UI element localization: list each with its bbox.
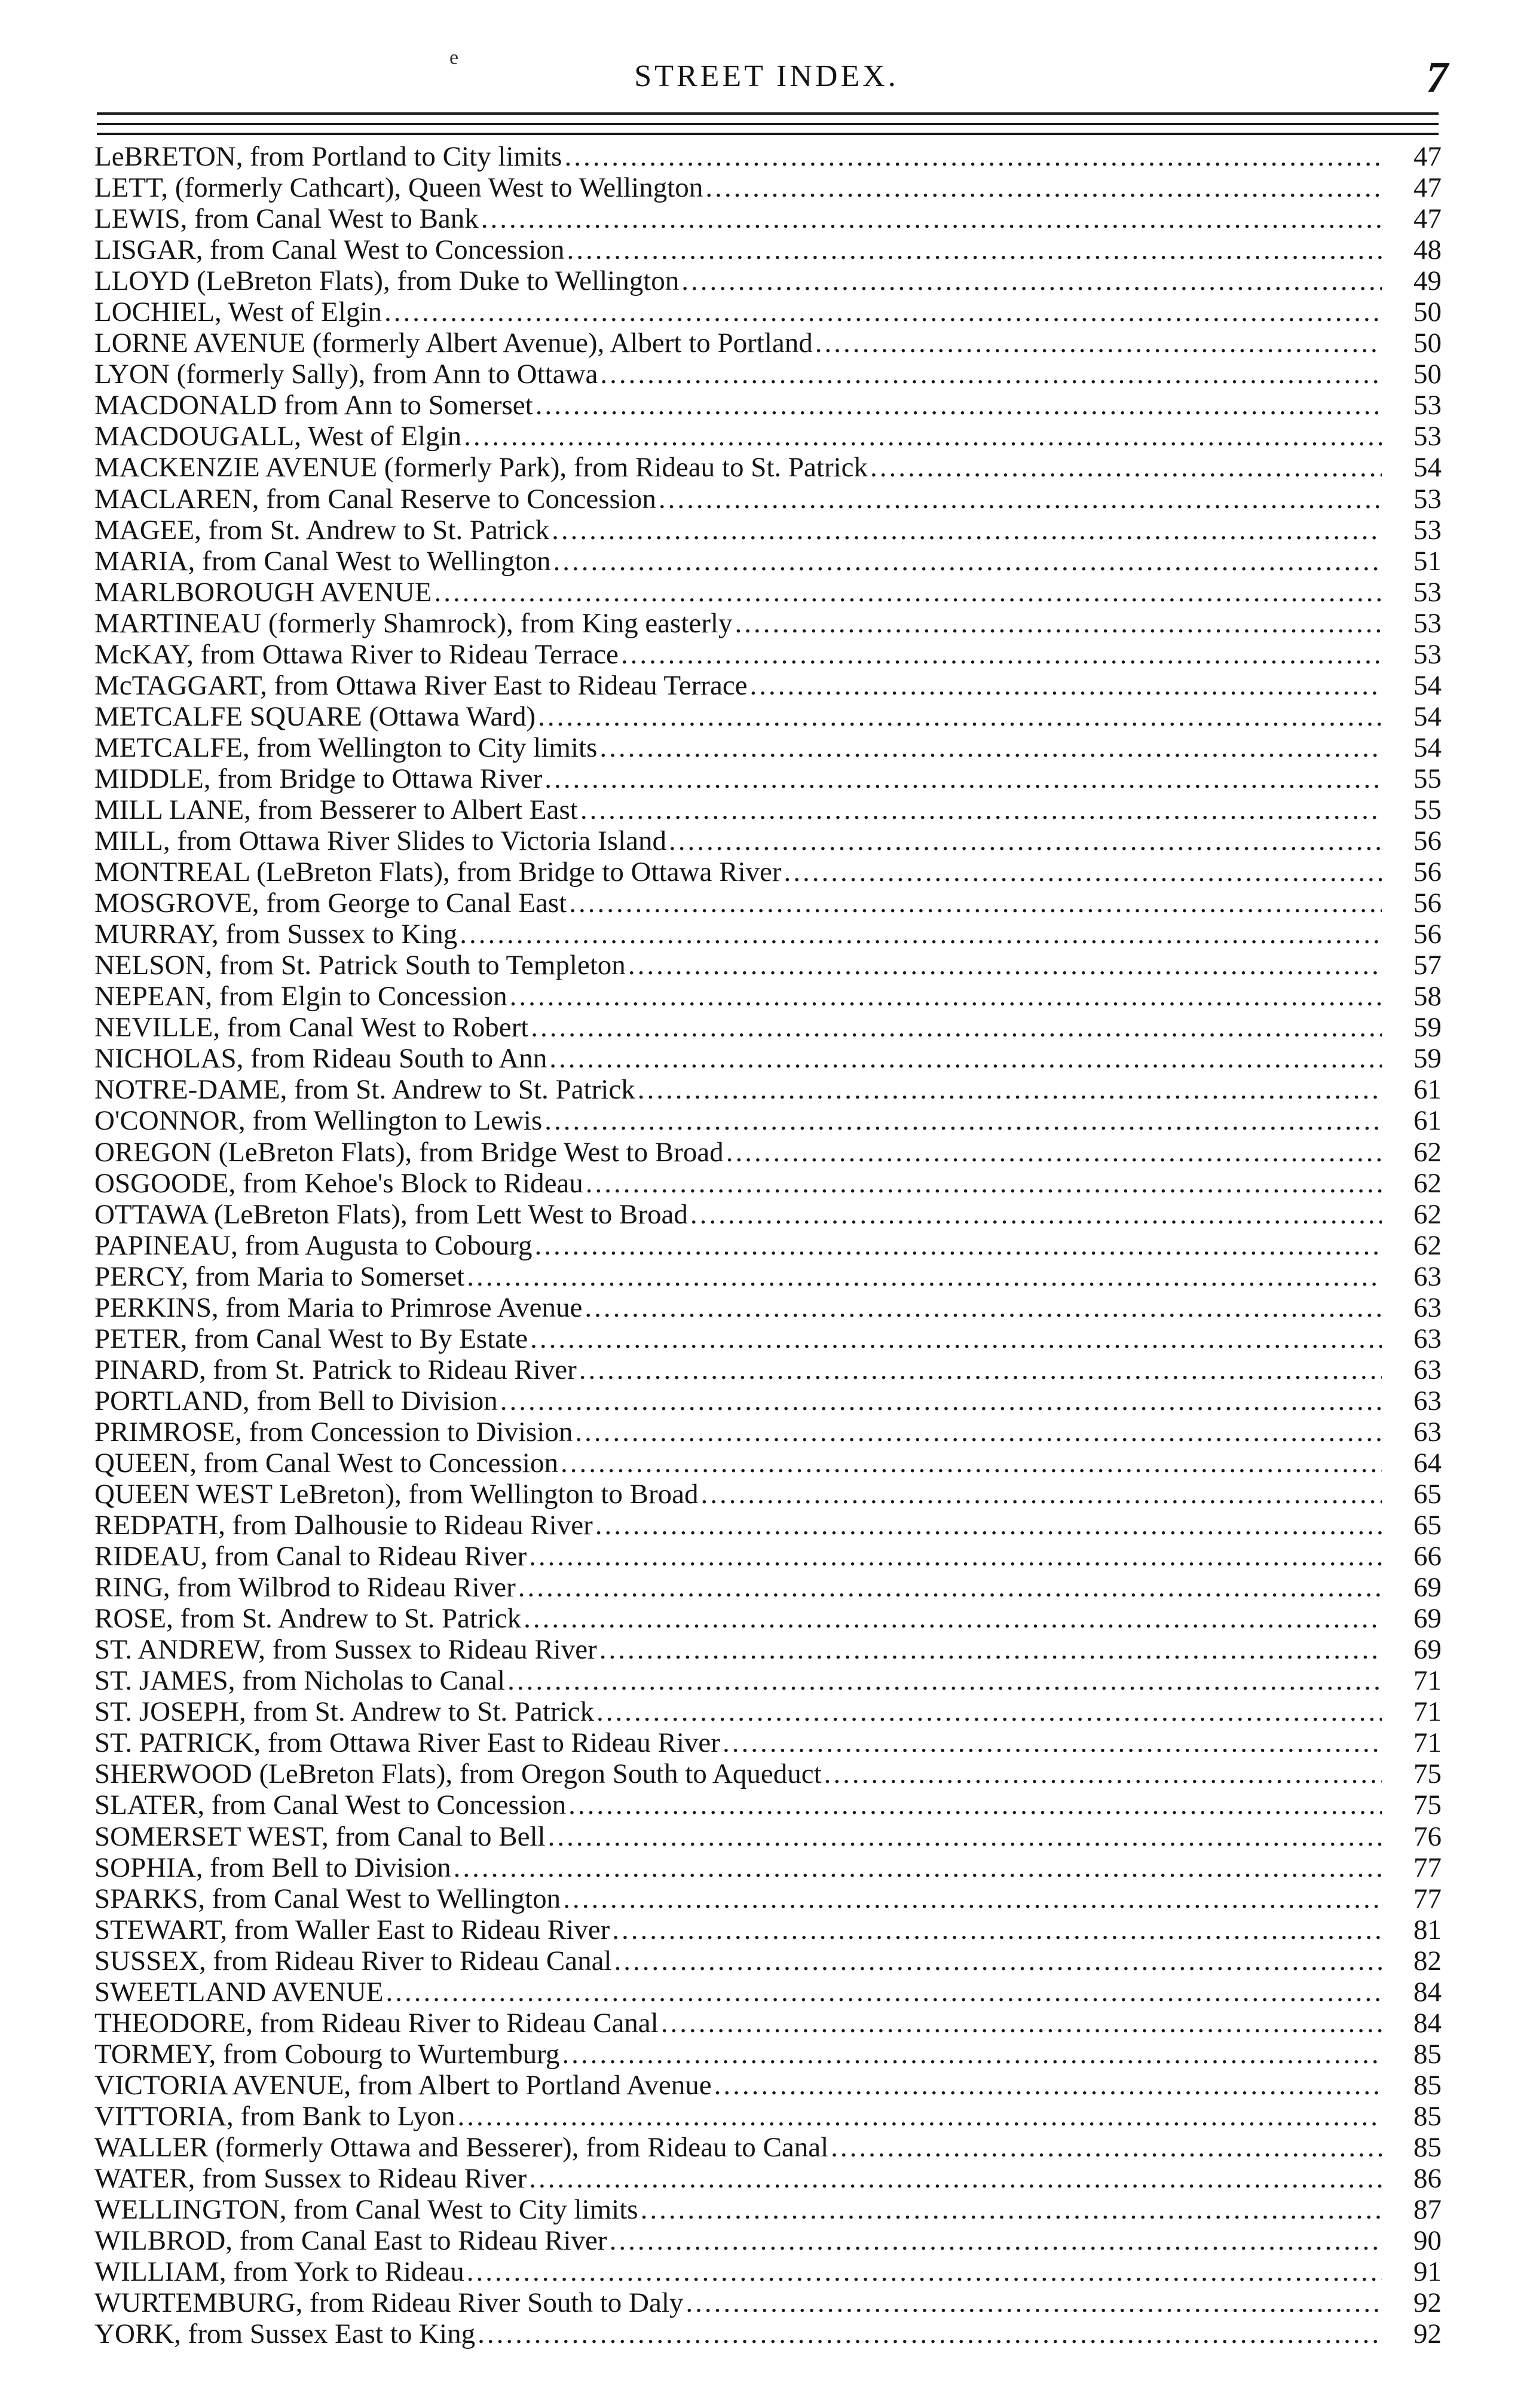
dot-leader — [698, 1479, 1382, 1510]
dot-leader — [598, 359, 1382, 390]
dot-leader — [564, 234, 1382, 265]
index-entry — [94, 2132, 1442, 2163]
index-entry — [94, 296, 1442, 328]
page-reference: 90 — [1413, 2225, 1442, 2257]
street-description: SUSSEX, from Rideau River to Rideau Canal — [94, 1945, 612, 1976]
dot-leader — [464, 1261, 1382, 1292]
dot-leader — [577, 1354, 1382, 1385]
dot-leader — [578, 794, 1382, 825]
page-reference: 75 — [1413, 1758, 1442, 1790]
dot-leader — [666, 825, 1382, 856]
dot-leader — [559, 2039, 1382, 2070]
street-description: WELLINGTON, from Canal West to City limits — [94, 2194, 638, 2226]
index-entry — [94, 2101, 1442, 2132]
page-reference: 56 — [1413, 888, 1442, 919]
index-entry — [94, 1043, 1442, 1074]
index-entry — [94, 763, 1442, 794]
page-reference: 61 — [1413, 1105, 1442, 1137]
page-reference: 84 — [1413, 2007, 1442, 2039]
street-description: RIDEAU, from Canal to Rideau River — [94, 1541, 527, 1572]
page-reference: 50 — [1413, 359, 1442, 390]
index-entry — [94, 2070, 1442, 2101]
dot-leader — [626, 950, 1382, 981]
page-reference: 53 — [1413, 421, 1442, 452]
dot-leader — [566, 1789, 1382, 1820]
page-reference: 49 — [1413, 265, 1442, 297]
street-description: STEWART, from Waller East to Rideau River — [94, 1914, 610, 1945]
street-description: MAGEE, from St. Andrew to St. Patrick — [94, 514, 550, 546]
page-reference: 69 — [1413, 1572, 1442, 1604]
dot-leader — [528, 1012, 1382, 1043]
dot-leader — [528, 1323, 1382, 1354]
page-reference: 85 — [1413, 2132, 1442, 2163]
page-reference: 53 — [1413, 483, 1442, 515]
index-entry — [94, 141, 1442, 172]
dot-leader — [533, 390, 1382, 421]
index-entry — [94, 1416, 1442, 1448]
page-reference: 50 — [1413, 328, 1442, 359]
index-entry — [94, 1976, 1442, 2008]
index-entry — [94, 328, 1442, 359]
street-description: MONTREAL (LeBreton Flats), from Bridge to Ottawa River — [94, 856, 782, 888]
street-description: ST. JAMES, from Nicholas to Canal — [94, 1665, 506, 1697]
street-description: MIDDLE, from Bridge to Ottawa River — [94, 763, 543, 794]
index-entry — [94, 359, 1442, 390]
dot-leader — [573, 1416, 1382, 1448]
street-description: LeBRETON, from Portland to City limits — [94, 141, 562, 172]
dot-leader — [659, 2008, 1382, 2039]
index-entry — [94, 2287, 1442, 2318]
page-reference: 65 — [1413, 1510, 1442, 1541]
dot-leader — [656, 484, 1382, 515]
dot-leader — [455, 2101, 1382, 2132]
page-reference: 53 — [1413, 514, 1442, 546]
page-reference: 71 — [1413, 1696, 1442, 1728]
page-reference: 54 — [1413, 700, 1442, 732]
index-entry — [94, 1572, 1442, 1603]
dot-leader — [611, 1945, 1382, 1976]
page-reference: 62 — [1413, 1136, 1442, 1168]
dot-leader — [732, 608, 1382, 639]
dot-leader — [451, 1852, 1382, 1883]
index-entry — [94, 1945, 1442, 1976]
street-description: SPARKS, from Canal West to Wellington — [94, 1883, 561, 1914]
index-entry — [94, 608, 1442, 639]
index-entry — [94, 1758, 1442, 1789]
index-entry — [94, 1323, 1442, 1354]
dot-leader — [547, 1043, 1382, 1074]
street-description: WATER, from Sussex to Rideau River — [94, 2163, 527, 2195]
page-reference: 54 — [1413, 669, 1442, 701]
page-reference: 50 — [1413, 296, 1442, 328]
dot-leader — [546, 1821, 1382, 1852]
index-entry — [94, 639, 1442, 670]
street-description: PINARD, from St. Patrick to Rideau River — [94, 1354, 577, 1385]
street-description: O'CONNOR, from Wellington to Lewis — [94, 1105, 543, 1137]
index-entry — [94, 2039, 1442, 2070]
page-reference: 59 — [1413, 1043, 1442, 1075]
index-entry — [94, 2163, 1442, 2194]
index-entry — [94, 888, 1442, 919]
index-entry — [94, 1385, 1442, 1416]
dot-leader — [619, 639, 1382, 670]
index-entry — [94, 794, 1442, 825]
dot-leader — [542, 1105, 1382, 1136]
street-description: QUEEN, from Canal West to Concession — [94, 1447, 558, 1479]
dot-leader — [498, 1385, 1382, 1416]
dot-leader — [549, 515, 1382, 546]
index-entry — [94, 1168, 1442, 1199]
street-description: MACKENZIE AVENUE (formerly Park), from Rideau to St. Patrick — [94, 452, 868, 484]
page-reference: 86 — [1413, 2163, 1442, 2195]
dot-leader — [688, 1199, 1382, 1230]
header-rule-middle — [97, 123, 1439, 125]
index-entry — [94, 577, 1442, 608]
index-entry — [94, 1137, 1442, 1168]
index-entry — [94, 1789, 1442, 1820]
street-description: SLATER, from Canal West to Concession — [94, 1789, 567, 1821]
index-entry — [94, 1634, 1442, 1665]
dot-leader — [610, 1914, 1382, 1945]
page-reference: 75 — [1413, 1789, 1442, 1821]
index-entry — [94, 234, 1442, 265]
index-entry — [94, 1696, 1442, 1727]
street-description: NELSON, from St. Patrick South to Templeton — [94, 950, 626, 981]
page-reference: 85 — [1413, 2100, 1442, 2132]
index-entry — [94, 1354, 1442, 1385]
index-entry — [94, 1821, 1442, 1852]
street-description: TORMEY, from Cobourg to Wurtemburg — [94, 2038, 560, 2070]
page-reference: 82 — [1413, 1945, 1442, 1976]
dot-leader — [683, 2287, 1382, 2318]
street-description: LETT, (formerly Cathcart), Queen West to Wellington — [94, 172, 703, 204]
index-entry — [94, 1074, 1442, 1105]
street-description: PORTLAND, from Bell to Division — [94, 1385, 498, 1416]
street-description: LLOYD (LeBreton Flats), from Duke to Wellington — [94, 265, 680, 297]
page-reference: 48 — [1413, 234, 1442, 266]
dot-leader — [475, 2318, 1382, 2349]
street-description: ROSE, from St. Andrew to St. Patrick — [94, 1603, 522, 1635]
index-entry — [94, 2318, 1442, 2349]
street-description: OSGOODE, from Kehoe's Block to Rideau — [94, 1167, 583, 1199]
dot-leader — [582, 1292, 1382, 1323]
street-description: SHERWOOD (LeBreton Flats), from Oregon South to Aqueduct — [94, 1758, 822, 1790]
street-description: LORNE AVENUE (formerly Albert Avenue), Albert to Portland — [94, 328, 813, 359]
dot-leader — [464, 2256, 1382, 2287]
index-entry — [94, 825, 1442, 856]
street-description: WURTEMBURG, from Rideau River South to Daly — [94, 2287, 684, 2319]
index-entry — [94, 2194, 1442, 2225]
page-reference: 63 — [1413, 1416, 1442, 1448]
index-entry — [94, 390, 1442, 421]
street-index-list — [94, 141, 1442, 2349]
street-description: PETER, from Canal West to By Estate — [94, 1323, 528, 1354]
page-reference: 84 — [1413, 1976, 1442, 2008]
dot-leader — [551, 546, 1382, 577]
dot-leader — [457, 919, 1382, 950]
page-reference: 77 — [1413, 1852, 1442, 1883]
dot-leader — [561, 1883, 1382, 1914]
street-description: METCALFE SQUARE (Ottawa Ward) — [94, 700, 536, 732]
page-reference: 63 — [1413, 1260, 1442, 1292]
page-number: 7 — [1426, 53, 1448, 102]
street-description: RING, from Wilbrod to Rideau River — [94, 1572, 516, 1604]
dot-leader — [567, 888, 1382, 919]
index-entry — [94, 1603, 1442, 1634]
dot-leader — [748, 670, 1382, 701]
dot-leader — [505, 1665, 1382, 1696]
page-reference: 69 — [1413, 1634, 1442, 1666]
dot-leader — [527, 1541, 1382, 1572]
index-entry — [94, 919, 1442, 950]
index-entry — [94, 1852, 1442, 1883]
page-reference: 55 — [1413, 794, 1442, 825]
page-reference: 62 — [1413, 1198, 1442, 1230]
dot-leader — [703, 172, 1382, 203]
dot-leader — [536, 701, 1382, 732]
street-description: PAPINEAU, from Augusta to Cobourg — [94, 1229, 533, 1261]
dot-leader — [383, 1976, 1382, 2008]
dot-leader — [558, 1448, 1382, 1479]
dot-leader — [822, 1758, 1382, 1789]
street-description: ST. JOSEPH, from St. Andrew to St. Patrick — [94, 1696, 595, 1728]
page-reference: 55 — [1413, 763, 1442, 794]
page-reference: 81 — [1413, 1914, 1442, 1945]
page-reference: 56 — [1413, 856, 1442, 888]
dot-leader — [583, 1168, 1382, 1199]
page-reference: 51 — [1413, 545, 1442, 577]
index-entry — [94, 484, 1442, 515]
street-description: PERKINS, from Maria to Primrose Avenue — [94, 1292, 583, 1323]
street-description: McKAY, from Ottawa River to Rideau Terrace — [94, 638, 619, 670]
street-description: VITTORIA, from Bank to Lyon — [94, 2100, 455, 2132]
street-description: MACLAREN, from Canal Reserve to Concession — [94, 483, 656, 515]
page-reference: 85 — [1413, 2038, 1442, 2070]
dot-leader — [562, 141, 1382, 172]
street-description: PERCY, from Maria to Somerset — [94, 1260, 465, 1292]
dot-leader — [607, 2225, 1382, 2256]
page-reference: 92 — [1413, 2287, 1442, 2319]
index-entry — [94, 1914, 1442, 1945]
page-reference: 47 — [1413, 172, 1442, 204]
index-entry — [94, 950, 1442, 981]
street-description: VICTORIA AVENUE, from Albert to Portland Avenue — [94, 2069, 712, 2101]
page-reference: 63 — [1413, 1385, 1442, 1416]
index-entry — [94, 1199, 1442, 1230]
street-description: MURRAY, from Sussex to King — [94, 919, 458, 950]
street-description: QUEEN WEST LeBreton), from Wellington to Broad — [94, 1479, 699, 1510]
index-entry — [94, 1727, 1442, 1758]
index-entry — [94, 1541, 1442, 1572]
index-entry — [94, 1510, 1442, 1541]
index-entry — [94, 2256, 1442, 2287]
index-entry — [94, 1261, 1442, 1292]
index-entry — [94, 265, 1442, 296]
index-entry — [94, 452, 1442, 483]
dot-leader — [724, 1137, 1382, 1168]
page-reference: 56 — [1413, 825, 1442, 857]
index-entry — [94, 1448, 1442, 1479]
index-entry — [94, 2225, 1442, 2256]
street-description: WALLER (formerly Ottawa and Besserer), from Rideau to Canal — [94, 2132, 829, 2163]
index-entry — [94, 1665, 1442, 1696]
street-description: MOSGROVE, from George to Canal East — [94, 888, 567, 919]
dot-leader — [527, 2163, 1382, 2194]
dot-leader — [782, 856, 1382, 888]
dot-leader — [638, 2194, 1382, 2225]
page-reference: 53 — [1413, 638, 1442, 670]
dot-leader — [594, 1696, 1382, 1727]
printer-mark: e — [449, 47, 459, 69]
index-entry — [94, 1012, 1442, 1043]
running-head-title: STREET INDEX. — [634, 59, 899, 93]
page-reference: 53 — [1413, 390, 1442, 421]
dot-leader — [521, 1603, 1382, 1634]
street-description: MACDOUGALL, West of Elgin — [94, 421, 462, 452]
street-description: ST. PATRICK, from Ottawa River East to Rideau River — [94, 1727, 720, 1759]
page-reference: 54 — [1413, 732, 1442, 763]
dot-leader — [479, 203, 1382, 234]
index-entry — [94, 172, 1442, 203]
dot-leader — [868, 452, 1382, 483]
street-description: MARTINEAU (formerly Shamrock), from King easterly — [94, 607, 733, 639]
street-description: NOTRE-DAME, from St. Andrew to St. Patrick — [94, 1074, 635, 1106]
page-reference: 59 — [1413, 1012, 1442, 1044]
dot-leader — [597, 732, 1382, 763]
dot-leader — [593, 1510, 1382, 1541]
page-reference: 47 — [1413, 203, 1442, 235]
index-entry — [94, 546, 1442, 577]
page-reference: 56 — [1413, 919, 1442, 950]
dot-leader — [432, 577, 1382, 608]
dot-leader — [382, 296, 1382, 328]
street-description: MARIA, from Canal West to Wellington — [94, 545, 551, 577]
dot-leader — [507, 981, 1382, 1012]
index-entry — [94, 515, 1442, 546]
street-description: SOMERSET WEST, from Canal to Bell — [94, 1820, 546, 1852]
dot-leader — [679, 265, 1382, 296]
page-reference: 61 — [1413, 1074, 1442, 1106]
street-description: OREGON (LeBreton Flats), from Bridge West to Broad — [94, 1136, 724, 1168]
page-reference: 57 — [1413, 950, 1442, 981]
dot-leader — [712, 2070, 1382, 2101]
page-reference: 76 — [1413, 1820, 1442, 1852]
index-entry — [94, 670, 1442, 701]
dot-leader — [597, 1634, 1382, 1665]
index-entry — [94, 732, 1442, 763]
street-description: LEWIS, from Canal West to Bank — [94, 203, 479, 235]
index-entry — [94, 1292, 1442, 1323]
page-reference: 58 — [1413, 981, 1442, 1012]
page-reference: 66 — [1413, 1541, 1442, 1572]
dot-leader — [720, 1727, 1382, 1758]
street-description: OTTAWA (LeBreton Flats), from Lett West to Broad — [94, 1198, 688, 1230]
page-reference: 63 — [1413, 1292, 1442, 1323]
street-description: LISGAR, from Canal West to Concession — [94, 234, 565, 266]
page-reference: 69 — [1413, 1603, 1442, 1635]
dot-leader — [542, 763, 1382, 794]
street-description: MILL LANE, from Besserer to Albert East — [94, 794, 578, 825]
street-description: NICHOLAS, from Rideau South to Ann — [94, 1043, 547, 1075]
dot-leader — [828, 2132, 1382, 2163]
page-reference: 71 — [1413, 1665, 1442, 1697]
street-description: NEPEAN, from Elgin to Concession — [94, 981, 507, 1012]
index-entry — [94, 1105, 1442, 1136]
dot-leader — [532, 1230, 1382, 1261]
dot-leader — [516, 1572, 1382, 1603]
dot-leader — [635, 1074, 1382, 1105]
index-entry — [94, 1230, 1442, 1261]
page-reference: 65 — [1413, 1479, 1442, 1510]
page-reference: 92 — [1413, 2318, 1442, 2350]
header-rule-bottom — [97, 133, 1439, 135]
street-description: NEVILLE, from Canal West to Robert — [94, 1012, 529, 1044]
street-description: WILBROD, from Canal East to Rideau River — [94, 2225, 607, 2257]
street-description: SOPHIA, from Bell to Division — [94, 1852, 451, 1883]
street-description: THEODORE, from Rideau River to Rideau Canal — [94, 2007, 659, 2039]
index-entry — [94, 1883, 1442, 1914]
street-description: ST. ANDREW, from Sussex to Rideau River — [94, 1634, 597, 1666]
page-reference: 71 — [1413, 1727, 1442, 1759]
dot-leader — [461, 421, 1382, 452]
street-description: MACDONALD from Ann to Somerset — [94, 390, 533, 421]
street-description: YORK, from Sussex East to King — [94, 2318, 476, 2350]
page-reference: 91 — [1413, 2256, 1442, 2288]
street-description: REDPATH, from Dalhousie to Rideau River — [94, 1510, 593, 1541]
street-description: MILL, from Ottawa River Slides to Victoria Island — [94, 825, 667, 857]
street-description: WILLIAM, from York to Rideau — [94, 2256, 464, 2288]
street-description: SWEETLAND AVENUE — [94, 1976, 384, 2008]
street-description: LOCHIEL, West of Elgin — [94, 296, 382, 328]
page-reference: 62 — [1413, 1229, 1442, 1261]
index-entry — [94, 981, 1442, 1012]
index-entry — [94, 2008, 1442, 2039]
page-reference: 53 — [1413, 607, 1442, 639]
header-rule-top — [97, 112, 1439, 115]
page-reference: 62 — [1413, 1167, 1442, 1199]
index-entry — [94, 421, 1442, 452]
index-entry — [94, 856, 1442, 888]
page-reference: 64 — [1413, 1447, 1442, 1479]
page-reference: 63 — [1413, 1323, 1442, 1354]
page-reference: 47 — [1413, 141, 1442, 172]
page-reference: 87 — [1413, 2194, 1442, 2226]
page-reference: 85 — [1413, 2069, 1442, 2101]
page-reference: 77 — [1413, 1883, 1442, 1914]
street-description: PRIMROSE, from Concession to Division — [94, 1416, 573, 1448]
street-description: McTAGGART, from Ottawa River East to Rideau Terrace — [94, 669, 748, 701]
street-description: METCALFE, from Wellington to City limits — [94, 732, 598, 763]
page-reference: 53 — [1413, 576, 1442, 608]
index-entry — [94, 1479, 1442, 1510]
index-entry — [94, 701, 1442, 732]
page-reference: 54 — [1413, 452, 1442, 484]
street-description: LYON (formerly Sally), from Ann to Ottawa — [94, 359, 598, 390]
street-description: MARLBOROUGH AVENUE — [94, 576, 432, 608]
index-entry — [94, 203, 1442, 234]
page-reference: 63 — [1413, 1354, 1442, 1385]
dot-leader — [813, 328, 1382, 359]
